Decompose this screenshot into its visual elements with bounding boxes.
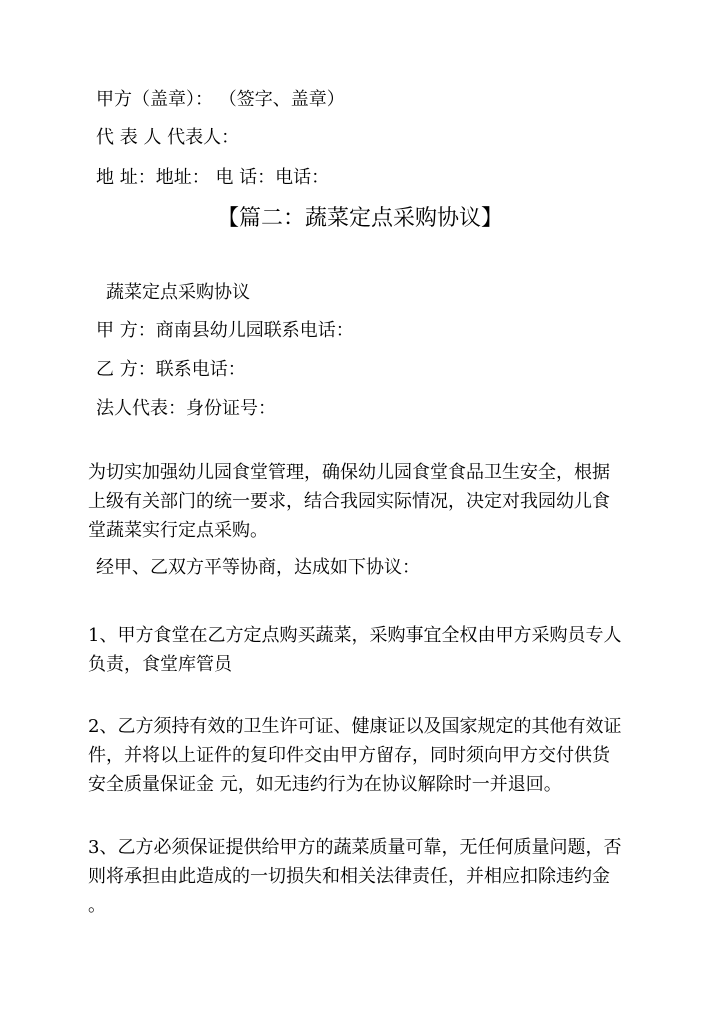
clause-1-line: 1、甲方食堂在乙方定点购买蔬菜，采购事宜全权由甲方采购员专人 <box>88 625 622 646</box>
agreement-heading: 蔬菜定点采购协议 <box>106 282 250 303</box>
party-a-seal-line: 甲方（盖章）： （签字、盖章） <box>96 89 345 110</box>
party-b-line: 乙 方：联系电话： <box>96 359 246 380</box>
intro-paragraph <box>88 458 636 545</box>
clause-2-line: 2、乙方须持有效的卫生许可证、健康证以及国家规定的其他有效证 <box>88 716 622 737</box>
address-phone-line: 地 址：地址： 电 话：电话： <box>96 167 330 188</box>
legal-rep-line: 法人代表：身份证号： <box>96 398 276 419</box>
consensus-line: 经甲、乙双方平等协商，达成如下协议： <box>96 557 420 578</box>
clause-1 <box>88 621 636 679</box>
section-title: 【篇二：蔬菜定点采购协议】 <box>216 206 503 231</box>
clause-1-line: 负责，食堂库管员 <box>88 654 232 675</box>
clause-3-line: 则将承担由此造成的一切损失和相关法律责任，并相应扣除违约金 <box>88 866 610 887</box>
intro-line: 上级有关部门的统一要求，结合我园实际情况，决定对我园幼儿食 <box>88 491 610 512</box>
clause-3-line: 3、乙方必须保证提供给甲方的蔬菜质量可靠，无任何质量问题，否 <box>88 837 622 858</box>
clause-3 <box>88 833 636 920</box>
clause-3-line: 。 <box>88 895 106 916</box>
party-a-line: 甲 方：商南县幼儿园联系电话： <box>96 320 354 341</box>
clause-2-line: 安全质量保证金 元，如无违约行为在协议解除时一并退回。 <box>88 774 562 795</box>
intro-line: 堂蔬菜实行定点采购。 <box>88 520 268 541</box>
intro-line: 为切实加强幼儿园食堂管理，确保幼儿园食堂食品卫生安全，根据 <box>88 462 610 483</box>
clause-2 <box>88 712 636 799</box>
representative-line: 代 表 人 代表人： <box>96 127 240 148</box>
clause-2-line: 件，并将以上证件的复印件交由甲方留存，同时须向甲方交付供货 <box>88 745 610 766</box>
